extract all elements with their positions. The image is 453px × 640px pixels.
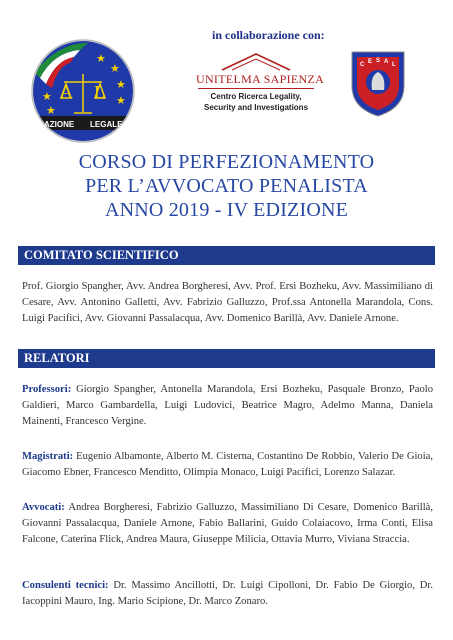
consulenti-label: Consulenti tecnici: [22, 580, 109, 591]
building-roof-icon [218, 52, 294, 72]
title-line-2: PER L’AVVOCATO PENALISTA [85, 175, 368, 197]
svg-text:★: ★ [116, 78, 126, 91]
azione-legale-logo [30, 38, 136, 144]
logo-band-right: LEGALE [90, 120, 123, 129]
title-line-1: CORSO DI PERFEZIONAMENTO [78, 151, 375, 173]
relatori-avvocati [22, 500, 433, 548]
logo-letter-l: L [94, 82, 105, 102]
course-title [0, 150, 453, 222]
magistrati-list: Eugenio Albamonte, Alberto M. Cisterna, Costantino De Robbio, Valerio De Gioia, Giacomo Ebner, Francesco Menditto, Olimpia Monaco, Luigi Pacifici, Lorenzo Salazar. [22, 451, 434, 478]
comitato-members: Prof. Giorgio Spangher, Avv. Andrea Borgheresi, Avv. Prof. Ersi Bozheku, Avv. Massimiliano di Cesare, Avv. Antonino Galletti, Avv. Fabrizio Galluzzo, Prof.ssa Antonella Marandola, Cons. Luigi Pacifici, Avv. Giovanni Passalacqua, Avv. Domenico Barillà, Avv. Daniele Arnone. [22, 281, 433, 324]
svg-text:★: ★ [96, 52, 106, 65]
unitelma-subtitle: Centro Ricerca Legality, Security and Investigations [203, 92, 309, 112]
relatori-magistrati [22, 449, 433, 481]
section-heading-comitato: COMITATO SCIENTIFICO [18, 246, 435, 265]
consulenti-list: Dr. Massimo Ancillotti, Dr. Luigi Cipolloni, Dr. Fabio De Giorgio, Dr. Iacoppini Mauro, Ing. Mario Scipione, Dr. Marco Zonaro. [22, 580, 433, 607]
unitelma-logo [196, 52, 325, 124]
magistrati-label: Magistrati: [22, 451, 74, 462]
professori-list: Giorgio Spangher, Antonella Marandola, Ersi Bozheku, Pasquale Bronzo, Paolo Galdieri, Marco Gambardella, Luigi Ludovici, Beatrice Magro, Adelmo Manna, Daniela Mainenti, Francesco Vergine. [22, 384, 434, 427]
professori-label: Professori: [22, 384, 72, 395]
avvocati-list: Andrea Borgheresi, Fabrizio Galluzzo, Massimiliano Di Cesare, Domenico Barillà, Giovanni Passalacqua, Daniele Arnone, Fabio Ballarini, Guido Colaiacovo, Irma Conti, Elisa Falcone, Caterina Flick, Andrea Maura, Giuseppe Milicia, Ottavia Murro, Viviana Straccia. [22, 502, 433, 545]
unitelma-divider [198, 88, 314, 89]
relatori-consulenti [22, 578, 433, 610]
relatori-professori [22, 382, 433, 430]
logo-band-left: AZIONE [44, 120, 75, 129]
avvocati-label: Avvocati: [22, 502, 65, 513]
section-heading-relatori: RELATORI [18, 349, 435, 368]
svg-text:★: ★ [110, 62, 120, 75]
cesal-letter-l: L [392, 62, 396, 68]
svg-text:★: ★ [42, 90, 52, 103]
cesal-letter-a: A [384, 59, 389, 65]
collaboration-label: in collaborazione con: [212, 28, 325, 42]
cesal-letter-c: C [360, 62, 365, 68]
svg-text:★: ★ [46, 104, 56, 117]
cesal-letter-e: E [368, 59, 373, 65]
logo-letter-a: A [60, 82, 73, 102]
svg-text:★: ★ [116, 94, 126, 107]
title-line-3: ANNO 2019 - IV EDIZIONE [104, 199, 349, 221]
cesal-letter-s: S [376, 58, 381, 64]
unitelma-name: UNITELMA SAPIENZA [196, 72, 325, 86]
cesal-emblem-logo [348, 46, 408, 118]
